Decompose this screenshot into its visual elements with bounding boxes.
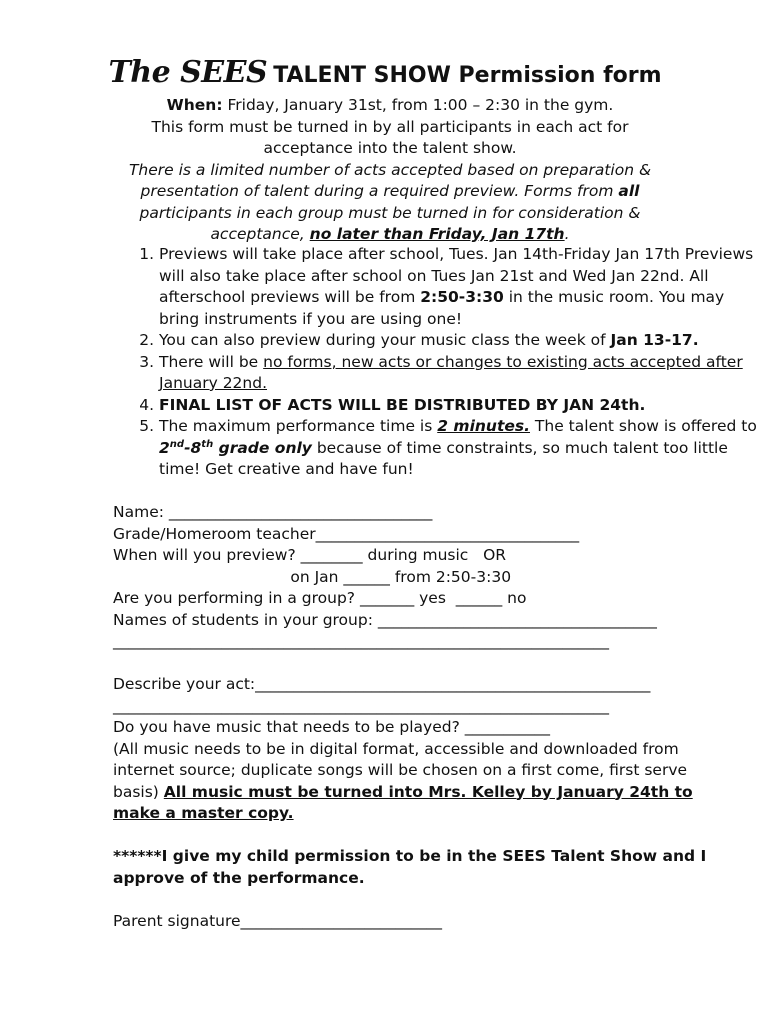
preview-field[interactable]: When will you preview? ________ during music OR — [113, 546, 507, 564]
group-names-line[interactable]: ________________________________________________________________ — [113, 632, 609, 650]
music-deadline: All music must be turned into Mrs. Kelley by January 24th to make a master copy. — [113, 782, 693, 822]
music-field[interactable]: Do you have music that needs to be played? ___________ — [113, 718, 550, 736]
group-names-field[interactable]: Names of students in your group: ____________________________________ — [113, 610, 657, 629]
when-line — [110, 95, 670, 117]
grade-field[interactable]: Grade/Homeroom teacher__________________________________ — [113, 524, 580, 543]
preview-date-field[interactable]: on Jan ______ from 2:50-3:30 — [113, 567, 512, 586]
rule-item: 1. Previews will take place after school, Tues. Jan 14th-Friday Jan 17th Previews will also take place after school on Tues Jan 21st and Wed Jan 22nd. All afterschool previews will be from 2:50-3:30 in the music room. You may bring instruments if you are using one! — [159, 244, 769, 330]
when-label: When: — [166, 96, 223, 114]
rule-item: 4. FINAL LIST OF ACTS WILL BE DISTRIBUTED BY JAN 24th. — [159, 395, 769, 417]
limited-acts-note: There is a limited number of acts accepted based on preparation & presentation of talent during a required preview. Forms from all participants in each group must be turned in for consideration & acceptance, no later than Friday, Jan 17th. — [128, 160, 652, 243]
describe-line[interactable]: ________________________________________________________________ — [113, 696, 609, 715]
deadline-text: no later than Friday, Jan 17th — [309, 225, 565, 243]
intro-section — [110, 95, 670, 246]
form-title — [0, 55, 770, 90]
entry-form — [113, 502, 733, 932]
signature-field[interactable]: Parent signature__________________________ — [113, 911, 443, 930]
sees-logo: The SEES — [108, 55, 268, 90]
rule-item: 3. There will be no forms, new acts or changes to existing acts accepted after January 22nd. — [159, 352, 769, 395]
music-note: (All music needs to be in digital format, accessible and downloaded from internet source; duplicate songs will be chosen on a first come, first serve basis) All music must be turned into Mrs. Kelley by January 24th to make a master copy. — [113, 739, 693, 822]
rule-item: 2. You can also preview during your music class the week of Jan 13-17. — [159, 330, 769, 352]
title-text: TALENT SHOW Permission form — [273, 63, 662, 88]
turn-in-line: This form must be turned in by all participants in each act for acceptance into the talent show. — [151, 117, 629, 157]
rule-item: 5. The maximum performance time is 2 minutes. The talent show is offered to 2nd-8th grade only because of time constraints, so much talent too little time! Get creative and have fun! — [159, 416, 769, 481]
when-text: Friday, January 31st, from 1:00 – 2:30 in the gym. — [222, 96, 614, 114]
describe-field[interactable]: Describe your act:___________________________________________________ — [113, 675, 651, 693]
group-field[interactable]: Are you performing in a group? _______ yes ______ no — [113, 589, 527, 607]
rules-list — [113, 244, 769, 481]
name-field[interactable]: Name: __________________________________ — [113, 503, 433, 521]
permission-statement: ******I give my child permission to be in the SEES Talent Show and I approve of the performance. — [113, 847, 707, 887]
